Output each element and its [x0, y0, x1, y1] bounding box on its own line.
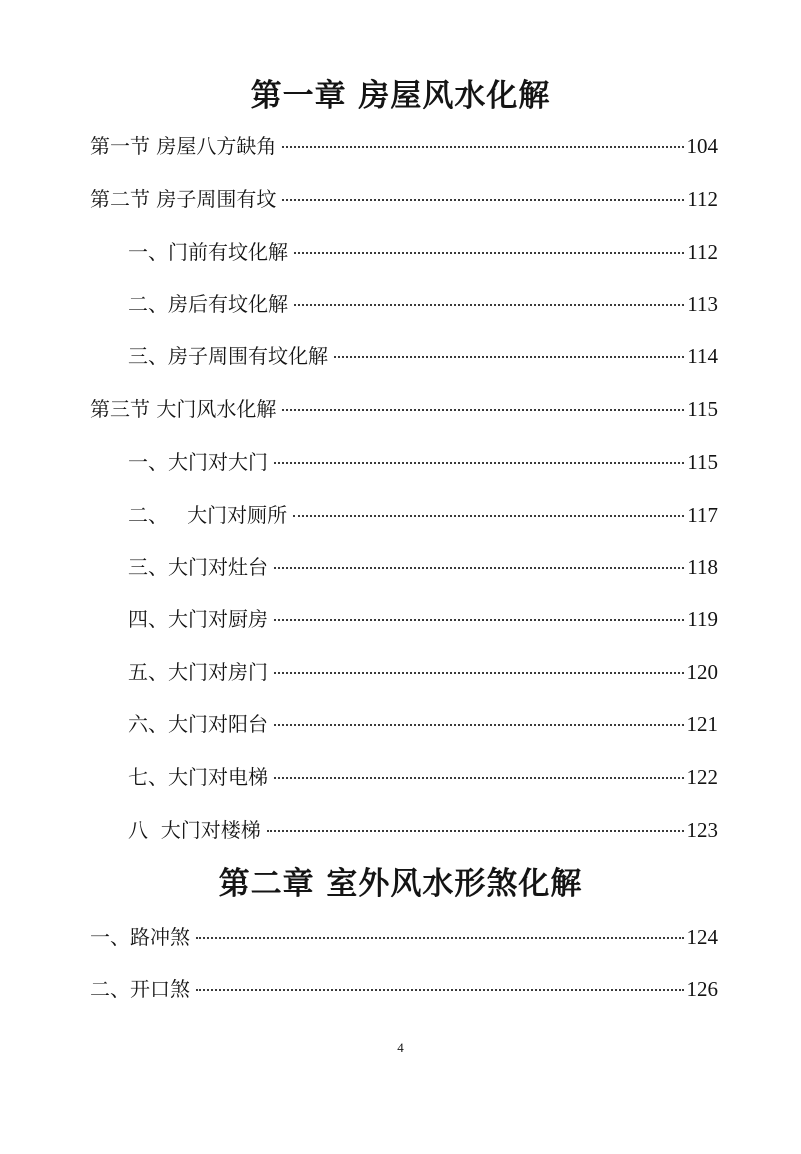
toc-entry[interactable] [128, 815, 718, 845]
toc-entry-label: 六、大门对阳台 [128, 712, 268, 736]
toc-entry-label: 八 大门对楼梯 [128, 818, 261, 842]
toc-entry-page: 112 [687, 187, 718, 211]
leader-dots [274, 462, 684, 464]
toc-entry-page: 124 [686, 925, 718, 949]
toc-entry[interactable] [128, 237, 718, 267]
toc-entry-label: 二、房后有坟化解 [128, 292, 288, 316]
toc-entry[interactable] [128, 289, 718, 319]
toc-entry-page: 117 [687, 503, 718, 527]
toc-entry-label: 一、路冲煞 [90, 925, 190, 949]
toc-entry-page: 119 [687, 607, 718, 631]
toc-entry-page: 104 [686, 134, 718, 158]
toc-entry-label: 五、大门对房门 [128, 660, 268, 684]
toc-entry[interactable] [128, 709, 718, 739]
leader-dots [274, 724, 684, 726]
toc-entry-label: 三、大门对灶台 [128, 555, 268, 579]
toc-entry[interactable] [128, 341, 718, 371]
toc-entry-page: 115 [687, 450, 718, 474]
toc-entry-label: 四、大门对厨房 [128, 607, 268, 631]
toc-entry[interactable] [128, 500, 718, 530]
leader-dots [294, 252, 684, 254]
toc-entry[interactable] [128, 604, 718, 634]
toc-entry[interactable] [90, 922, 718, 952]
toc-entry-page: 118 [687, 555, 718, 579]
toc-entry-page: 115 [687, 397, 718, 421]
toc-entry-page: 114 [687, 344, 718, 368]
leader-dots [282, 146, 683, 148]
chapter-title: 第二章 室外风水形煞化解 [218, 866, 583, 902]
toc-entry[interactable] [128, 447, 718, 477]
toc-entry-label: 二、开口煞 [90, 977, 190, 1001]
toc-entry-page: 120 [686, 660, 718, 684]
toc-entry[interactable] [128, 552, 718, 582]
leader-dots [282, 199, 684, 201]
toc-entry[interactable] [90, 131, 718, 161]
toc-entry[interactable] [90, 184, 718, 214]
toc-entry-label: 一、门前有坟化解 [128, 240, 288, 264]
leader-dots [267, 830, 684, 832]
chapter-title: 第一章 房屋风水化解 [250, 78, 551, 114]
toc-entry[interactable] [128, 762, 718, 792]
leader-dots [274, 619, 684, 621]
leader-dots [274, 777, 684, 779]
toc-entry-page: 126 [686, 977, 718, 1001]
toc-entry-label: 第三节 大门风水化解 [90, 397, 277, 421]
toc-entry[interactable] [90, 974, 718, 1004]
toc-entry-page: 123 [686, 818, 718, 842]
leader-dots [274, 567, 684, 569]
toc-entry-page: 122 [686, 765, 718, 789]
toc-entry-label: 三、房子周围有坟化解 [128, 344, 328, 368]
toc-entry-label: 第二节 房子周围有坟 [90, 187, 277, 211]
toc-entry-label: 二、 大门对厕所 [128, 503, 288, 527]
toc-entry-page: 113 [687, 292, 718, 316]
toc-entry-label: 七、大门对电梯 [128, 765, 268, 789]
toc-entry[interactable] [90, 394, 718, 424]
leader-dots [334, 356, 684, 358]
toc-entry-label: 第一节 房屋八方缺角 [90, 134, 277, 158]
toc-entry-page: 121 [686, 712, 718, 736]
leader-dots [294, 304, 684, 306]
leader-dots [282, 409, 684, 411]
leader-dots [293, 515, 684, 517]
page-number: 4 [397, 1040, 404, 1055]
toc-entry-page: 112 [687, 240, 718, 264]
leader-dots [196, 937, 684, 939]
leader-dots [274, 672, 684, 674]
toc-entry[interactable] [128, 657, 718, 687]
leader-dots [196, 989, 684, 991]
toc-entry-label: 一、大门对大门 [128, 450, 268, 474]
